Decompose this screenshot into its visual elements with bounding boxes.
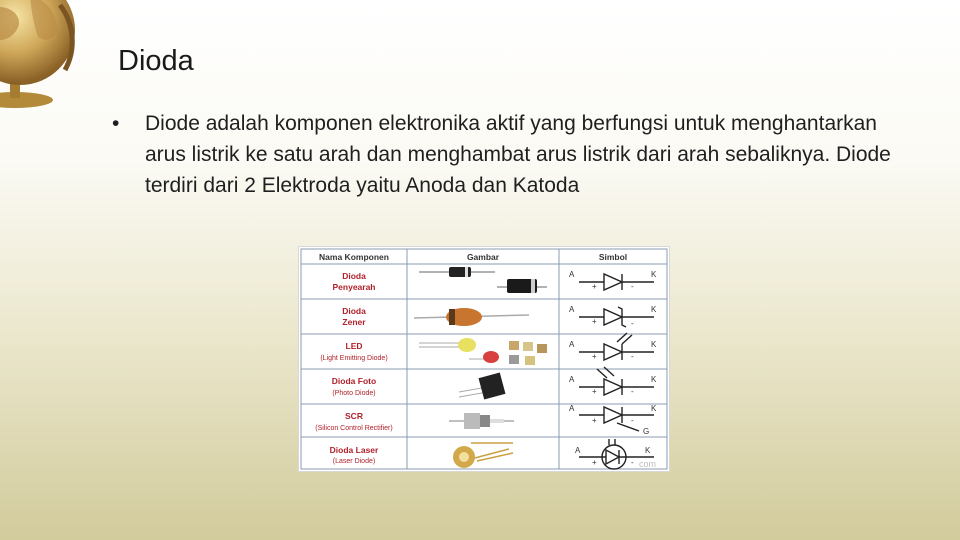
row-name-line2: Penyearah [332,282,376,292]
rectifier-diode-image [419,267,547,293]
row-subtitle: (Photo Diode) [332,390,376,397]
anode-label: A [575,446,581,455]
laser-diode-image [453,443,513,468]
row-subtitle: (Light Emitting Diode) [320,355,388,362]
anode-label: A [569,404,575,413]
row-name: Dioda Foto [331,376,377,386]
diode-table-figure [298,246,670,472]
plus-sign: + [592,352,597,361]
row-subtitle: (Silicon Control Rectifier) [315,425,393,432]
rectifier-diode-symbol [579,274,654,290]
col-header-symbol: Simbol [598,252,628,262]
anode-label: A [569,305,575,314]
led-image [419,338,547,365]
slide-title: Dioda [118,45,194,77]
cathode-label: K [651,270,657,279]
bullet-dot-icon: • [112,112,120,135]
cathode-label: K [651,404,657,413]
plus-sign: + [592,317,597,326]
row-name: SCR [345,411,363,421]
zener-diode-image [414,308,529,326]
plus-sign: + [592,458,597,467]
minus-sign: - [631,387,634,396]
minus-sign: - [631,416,634,425]
cathode-label: K [645,446,651,455]
anode-label: A [569,340,575,349]
minus-sign: - [631,319,634,328]
row-name: LED [345,341,363,351]
row-name: Dioda [342,306,366,316]
led-symbol [579,333,654,360]
cathode-label: K [651,375,657,384]
anode-label: A [569,270,575,279]
photodiode-symbol [579,367,654,395]
minus-sign: - [631,458,634,467]
gate-label: G [643,427,650,436]
plus-sign: + [592,282,597,291]
photodiode-image [459,373,505,400]
col-header-name: Nama Komponen [319,252,389,262]
plus-sign: + [592,387,597,396]
zener-diode-symbol [579,307,654,327]
row-name: Dioda [342,271,366,281]
plus-sign: + [592,416,597,425]
bullet-item [112,108,892,201]
scr-image [449,413,514,429]
watermark: com [639,459,657,469]
anode-label: A [569,375,575,384]
cathode-label: K [651,305,657,314]
globe-icon [0,0,85,115]
row-name-line2: Zener [342,317,366,327]
row-subtitle: (Laser Diode) [332,458,376,465]
diode-table [299,247,669,471]
bullet-text: Diode adalah komponen elektronika aktif yang berfungsi untuk menghantarkan arus listrik ke satu arah dan menghambat arus listrik dari arah sebaliknya. Diode terdiri dari 2 Elektroda yaitu Anoda dan Katoda [145,112,891,197]
minus-sign: - [631,282,634,291]
col-header-image: Gambar [466,252,500,262]
globe-decoration [0,0,85,115]
cathode-label: K [651,340,657,349]
minus-sign: - [631,352,634,361]
row-name: Dioda Laser [329,445,379,455]
